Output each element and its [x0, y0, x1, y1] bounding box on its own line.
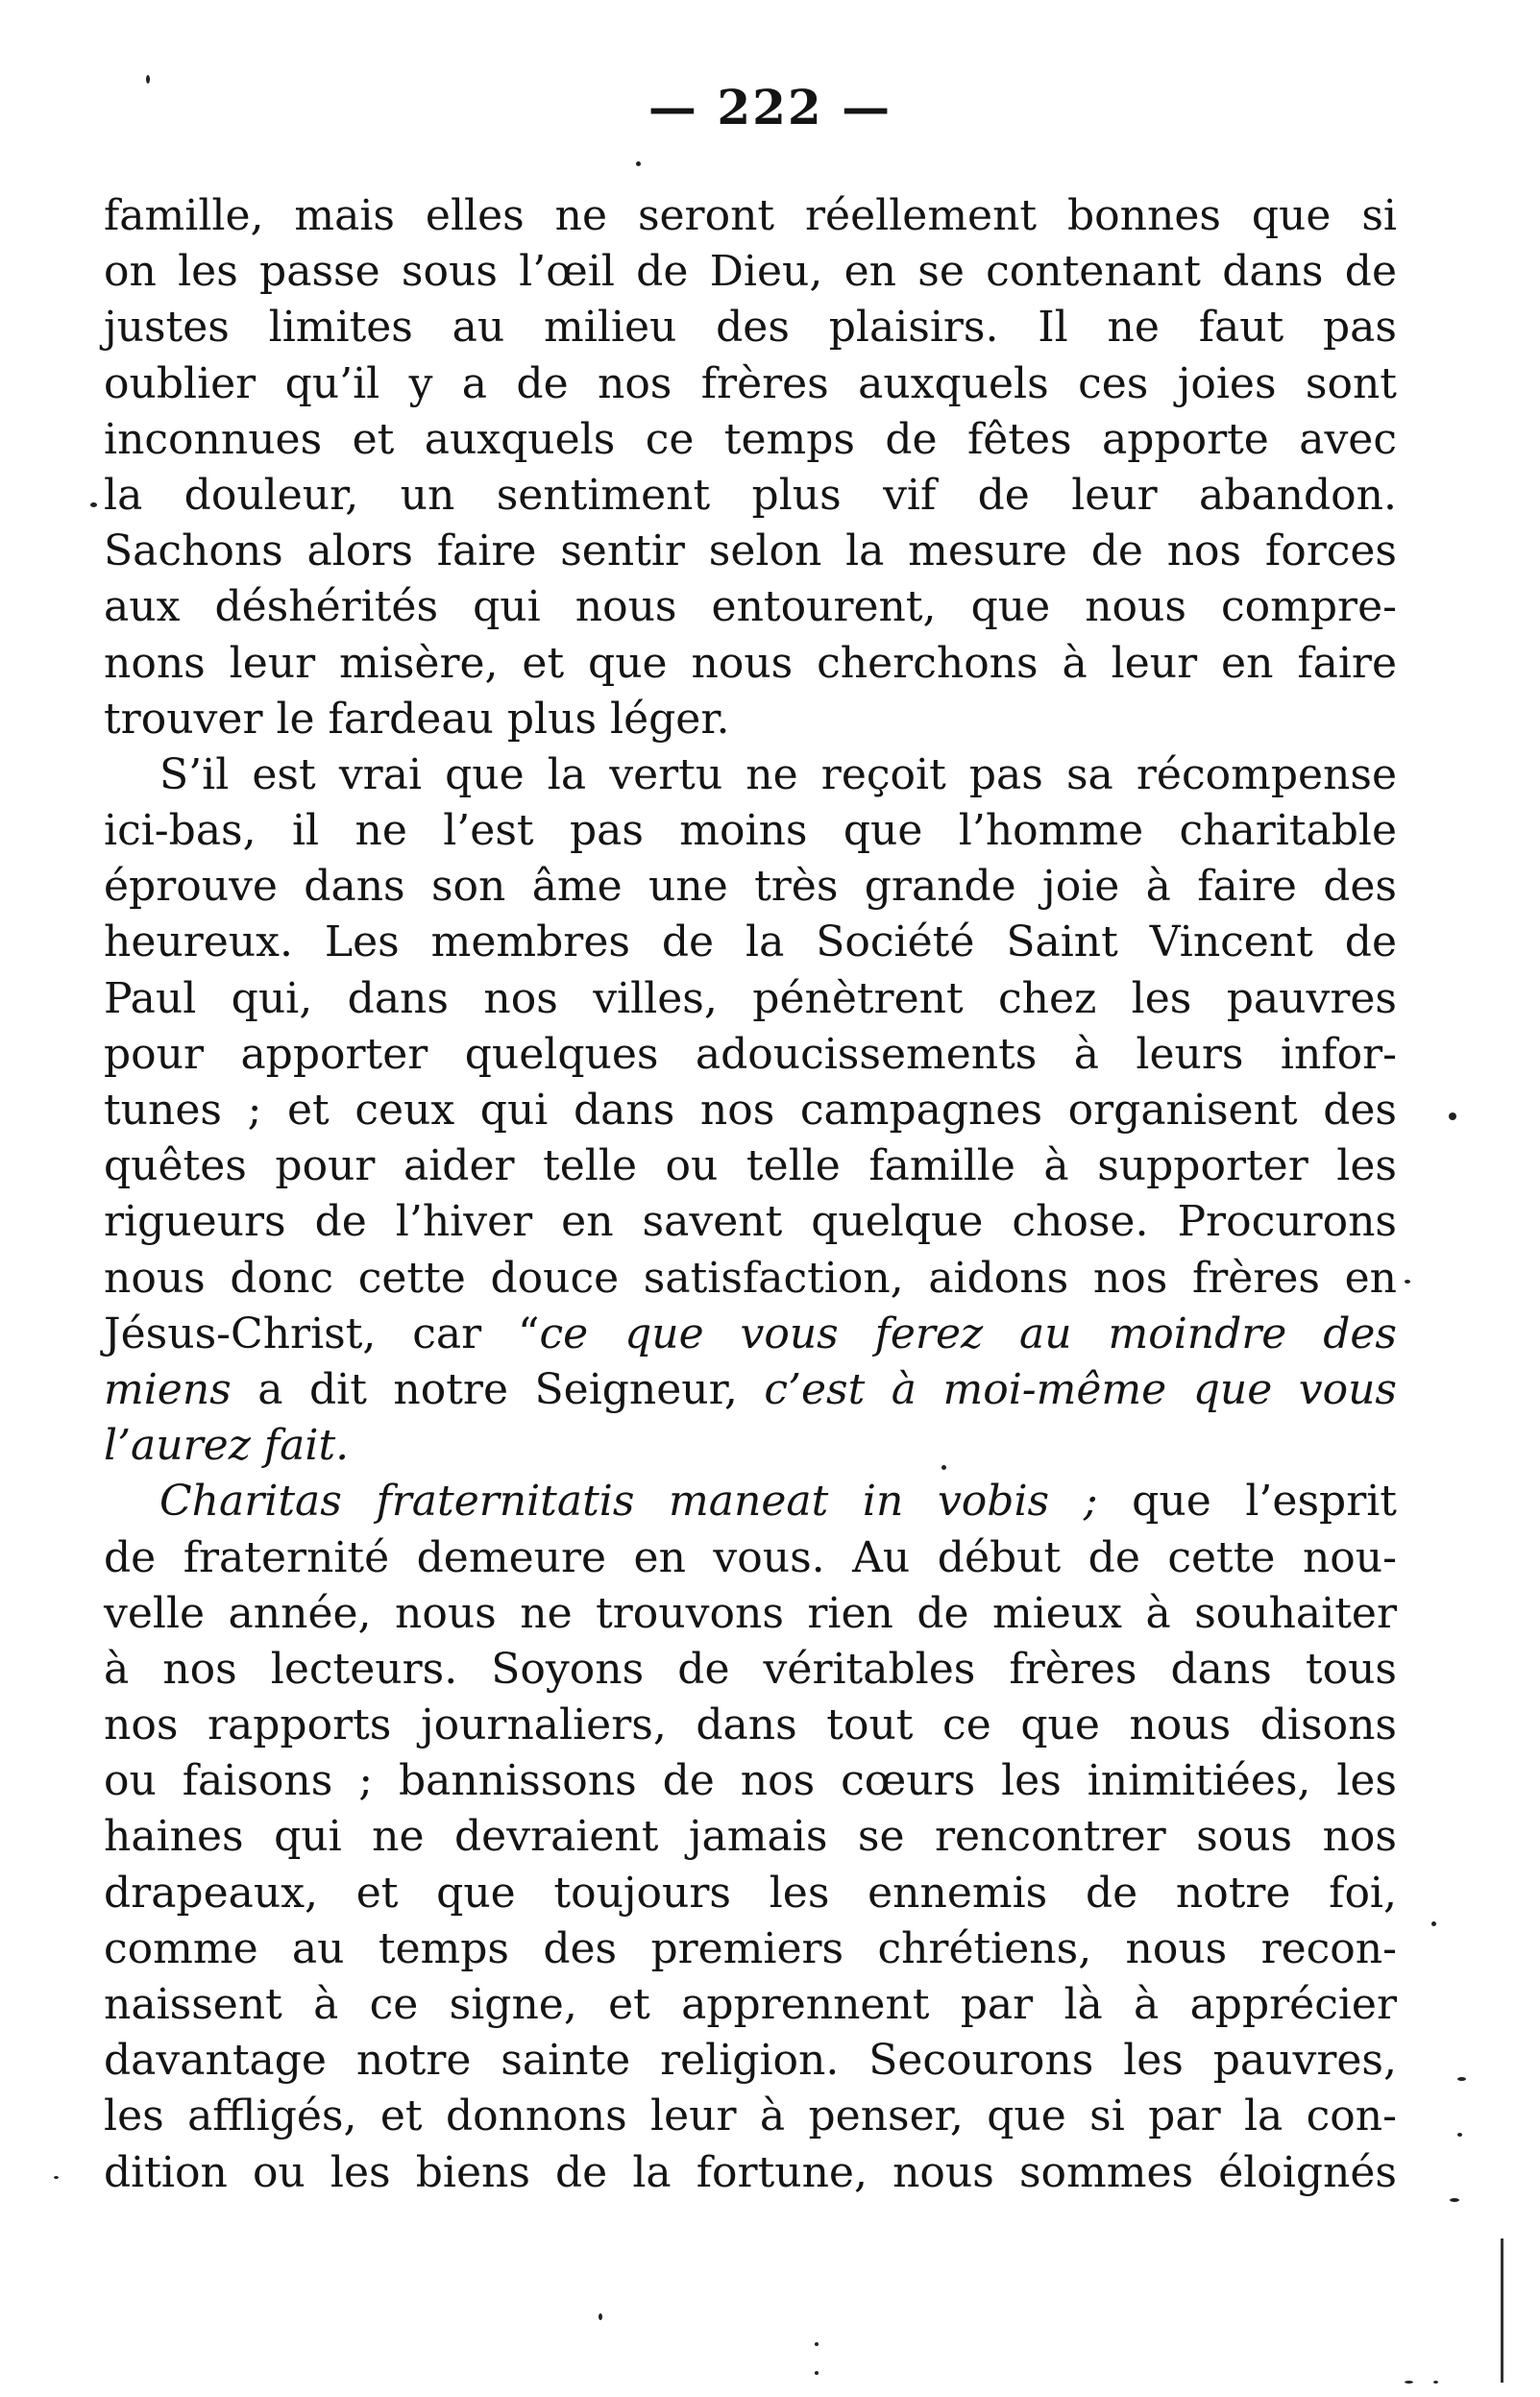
scan-speck: [1405, 1280, 1410, 1284]
scan-speck: [1405, 2381, 1413, 2384]
scan-speck: [1457, 2133, 1462, 2137]
text-run: que l’esprit: [1097, 1477, 1397, 1527]
text-line: éprouve dans son âme une très grande joie à faire des: [104, 862, 1397, 912]
text-line: la douleur, un sentiment plus vif de leur abandon.: [104, 470, 1397, 520]
scan-speck: [815, 2371, 819, 2375]
text-line: heureux. Les membres de la Société Saint Vincent de: [104, 917, 1397, 967]
scan-speck: [1457, 2077, 1466, 2081]
text-line: pour apporter quelques adoucissements à leurs infor-: [104, 1029, 1397, 1079]
text-line: aux déshérités qui nous entourent, que nous compre-: [104, 582, 1397, 632]
text-line: trouver le fardeau plus léger.: [104, 694, 730, 744]
scan-speck: [1450, 2198, 1459, 2202]
text-line: inconnues et auxquels ce temps de fêtes apporte avec: [104, 414, 1397, 464]
scan-speck: [90, 502, 97, 507]
text-line: [104, 1362, 1397, 1418]
scan-speck: [599, 2313, 602, 2320]
text-line: on les passe sous l’œil de Dieu, en se contenant dans de: [104, 247, 1397, 297]
text-line: justes limites au milieu des plaisirs. Il ne faut pas: [104, 303, 1397, 353]
text-line: nons leur misère, et que nous cherchons à leur en faire: [104, 638, 1397, 688]
text-run: a dit notre Seigneur,: [231, 1364, 765, 1414]
scan-speck: [636, 161, 641, 166]
text-line: haines qui ne devraient jamais se rencontrer sous nos: [104, 1812, 1397, 1862]
text-line: à nos lecteurs. Soyons de véritables frères dans tous: [104, 1644, 1397, 1694]
scan-speck: [1449, 1113, 1456, 1120]
scan-speck: [1433, 2381, 1438, 2384]
text-line: comme au temps des premiers chrétiens, nous recon-: [104, 1923, 1397, 1973]
text-line: rigueurs de l’hiver en savent quelque chose. Procurons: [104, 1197, 1397, 1247]
italic-quote: ce que vous ferez au moindre des: [539, 1309, 1397, 1358]
scan-speck: [1431, 1921, 1436, 1926]
body-text: [104, 188, 1397, 2201]
text-line: ou faisons ; bannissons de nos cœurs les inimitiées, les: [104, 1756, 1397, 1806]
text-line: ici-bas, il ne l’est pas moins que l’homme charitable: [104, 806, 1397, 856]
text-line: velle année, nous ne trouvons rien de mieux à souhaiter: [104, 1588, 1397, 1638]
scan-speck: [815, 2342, 819, 2346]
text-line: naissent à ce signe, et apprennent par là à apprécier: [104, 1980, 1397, 2029]
text-run: Jésus-Christ, car “: [104, 1309, 540, 1358]
text-line: les affligés, et donnons leur à penser, que si par la con-: [104, 2091, 1397, 2141]
italic-quote: c’est à moi-même que vous: [764, 1364, 1397, 1414]
text-line: famille, mais elles ne seront réellement bonnes que si: [104, 191, 1397, 240]
text-line: Sachons alors faire sentir selon la mesure de nos forces: [104, 526, 1397, 576]
text-line: [104, 1474, 1397, 1529]
scan-speck: [941, 1465, 946, 1470]
page-number: — 222 —: [648, 79, 892, 135]
scan-speck: [54, 2176, 59, 2179]
text-line: quêtes pour aider telle ou telle famille à supporter les: [104, 1141, 1397, 1191]
text-line: Paul qui, dans nos villes, pénètrent chez les pauvres: [104, 973, 1397, 1023]
scan-speck: [146, 75, 150, 84]
text-line: de fraternité demeure en vous. Au début de cette nou-: [104, 1532, 1397, 1582]
text-line: dition ou les biens de la fortune, nous sommes éloignés: [104, 2147, 1397, 2197]
text-line: drapeaux, et que toujours les ennemis de notre foi,: [104, 1868, 1397, 1918]
italic-quote: miens: [104, 1364, 232, 1414]
scan-edge-line: [1501, 2238, 1503, 2383]
italic-quote: l’aurez fait.: [104, 1421, 350, 1471]
text-line: nous donc cette douce satisfaction, aidons nos frères en: [104, 1253, 1397, 1303]
text-line: oublier qu’il y a de nos frères auxquels ces joies sont: [104, 358, 1397, 408]
text-line: [104, 1307, 1397, 1362]
text-line: nos rapports journaliers, dans tout ce que nous disons: [104, 1700, 1397, 1750]
text-line: [104, 1418, 1397, 1474]
text-line: davantage notre sainte religion. Secourons les pauvres,: [104, 2036, 1397, 2086]
text-line: tunes ; et ceux qui dans nos campagnes organisent des: [104, 1086, 1397, 1135]
latin-quote: Charitas fraternitatis maneat in vobis ;: [159, 1477, 1098, 1527]
text-line: S’il est vrai que la vertu ne reçoit pas sa récompense: [159, 749, 1397, 799]
